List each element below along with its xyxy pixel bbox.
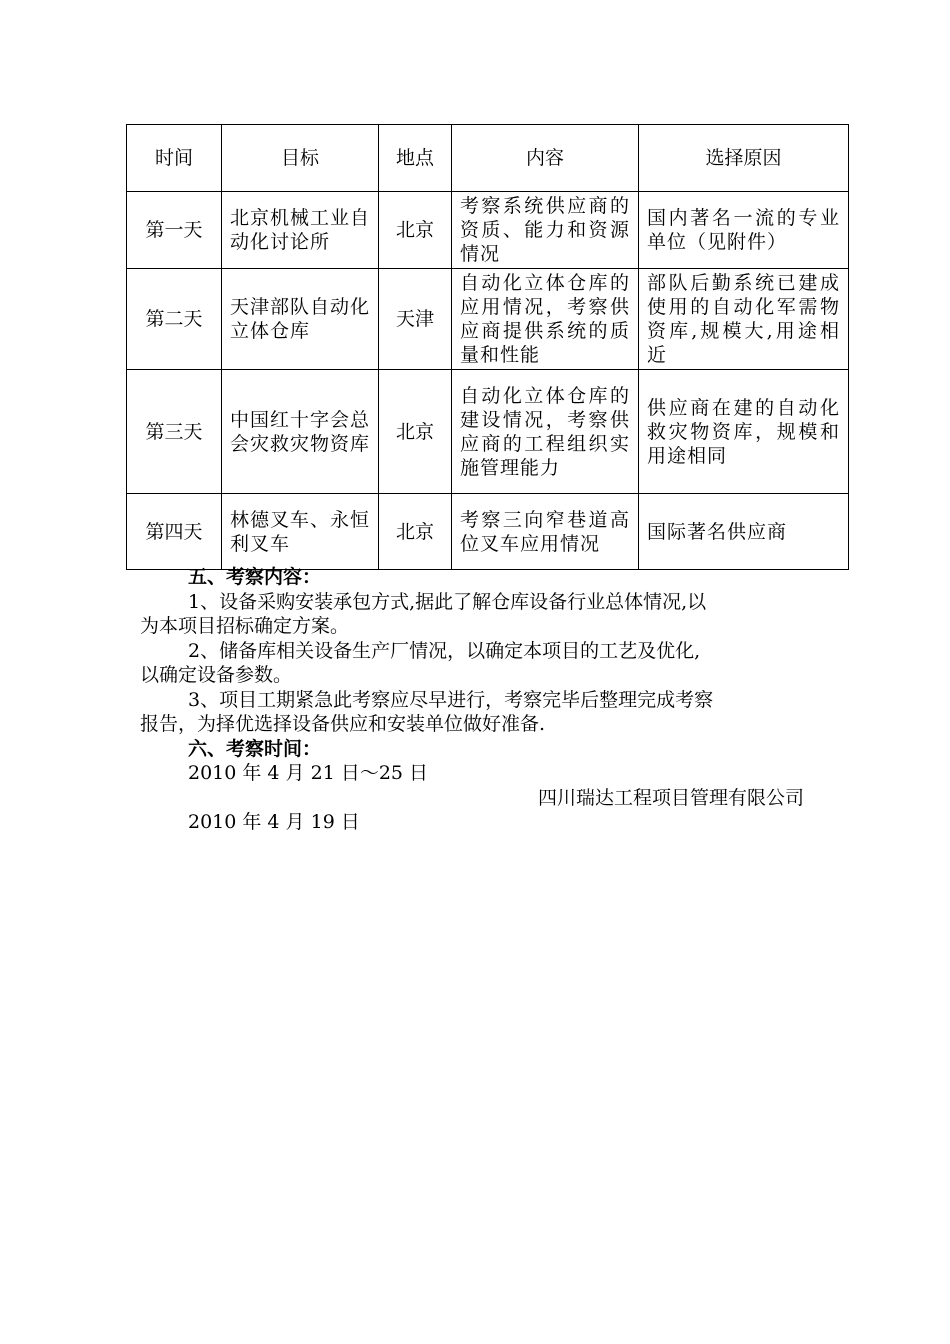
section5-item-2-line1: 2、储备库相关设备生产厂情况，以确定本项目的工艺及优化, [188,639,701,662]
header-time: 时间 [127,125,222,192]
cell-location: 北京 [379,370,452,494]
section5-item-3 [140,688,808,737]
cell-content: 考察系统供应商的资质、能力和资源情况 [452,192,639,269]
table-row [127,494,849,570]
cell-target: 北京机械工业自动化讨论所 [222,192,379,269]
table-row [127,370,849,494]
section5-heading: 五、考察内容： [188,566,322,588]
header-target: 目标 [222,125,379,192]
cell-target: 中国红十字会总会灾救灾物资库 [222,370,379,494]
company-name: 四川瑞达工程项目管理有限公司 [537,786,804,809]
document-date: 2010 年 4 月 19 日 [188,811,360,833]
section5-item-3-line2: 报告，为择优选择设备供应和安装单位做好准备. [140,713,546,735]
cell-target: 天津部队自动化立体仓库 [222,269,379,370]
header-location: 地点 [379,125,452,192]
cell-reason: 国际著名供应商 [639,494,849,570]
cell-time: 第一天 [127,192,222,269]
header-content: 内容 [452,125,639,192]
cell-content: 考察三向窄巷道高位叉车应用情况 [452,494,639,570]
table-header-row [127,125,849,192]
cell-location: 北京 [379,192,452,269]
section6-heading: 六、考察时间： [188,737,322,760]
section5-item-1 [140,590,808,639]
cell-location: 天津 [379,269,452,370]
cell-reason: 部队后勤系统已建成使用的自动化军需物资库,规模大,用途相近 [639,269,849,370]
inspection-period: 2010 年 4 月 21 日～25 日 [188,762,429,784]
document-body [140,565,808,835]
table-row [127,269,849,370]
cell-location: 北京 [379,494,452,570]
inspection-schedule-table [126,124,849,570]
cell-time: 第四天 [127,494,222,570]
cell-reason: 供应商在建的自动化救灾物资库，规模和用途相同 [639,370,849,494]
section5-item-2-line2: 以确定设备参数。 [140,664,293,686]
cell-content: 自动化立体仓库的应用情况，考察供应商提供系统的质量和性能 [452,269,639,370]
section5-item-1-line2: 为本项目招标确定方案。 [140,615,350,637]
section5-item-2 [140,639,808,688]
table-row [127,192,849,269]
cell-time: 第三天 [127,370,222,494]
cell-time: 第二天 [127,269,222,370]
cell-target: 林德叉车、永恒利叉车 [222,494,379,570]
cell-reason: 国内著名一流的专业单位（见附件） [639,192,849,269]
header-reason: 选择原因 [639,125,849,192]
section5-item-1-line1: 1、设备采购安装承包方式,据此了解仓库设备行业总体情况,以 [188,590,707,613]
cell-content: 自动化立体仓库的建设情况，考察供应商的工程组织实施管理能力 [452,370,639,494]
section5-item-3-line1: 3、项目工期紧急此考察应尽早进行，考察完毕后整理完成考察 [188,688,714,711]
